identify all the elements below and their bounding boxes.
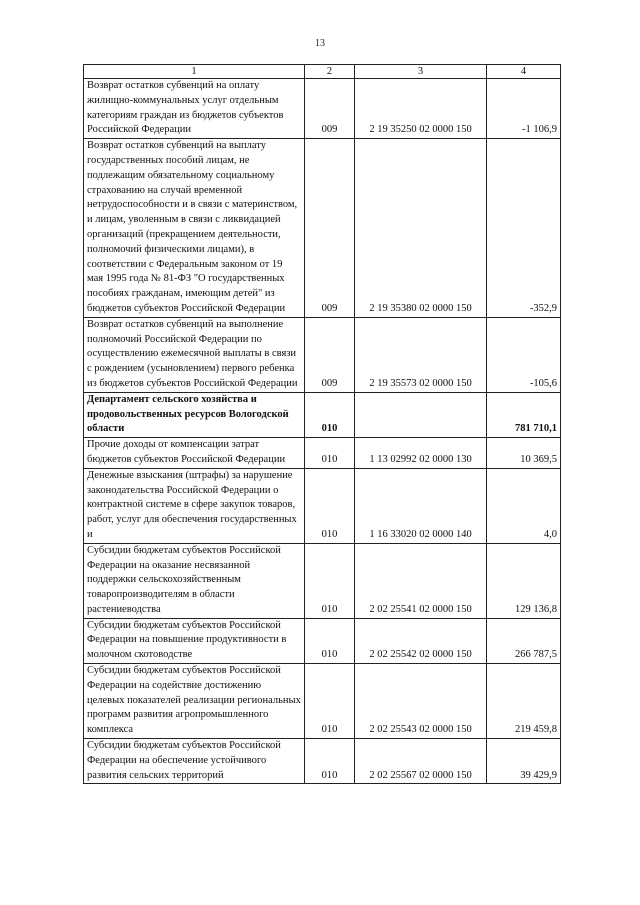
row-budget-code-cell: 2 02 25543 02 0000 150 [355, 664, 487, 739]
row-admin-code-cell: 010 [305, 438, 355, 469]
table-row [84, 664, 561, 739]
column-header-4: 4 [487, 65, 561, 79]
row-admin-code-cell: 009 [305, 317, 355, 392]
row-admin-code-cell: 010 [305, 664, 355, 739]
row-budget-code-cell: 2 02 25541 02 0000 150 [355, 543, 487, 618]
row-budget-code-cell: 2 02 25567 02 0000 150 [355, 739, 487, 784]
row-name-cell: Возврат остатков субвенций на выполнение полномочий Российской Федерации по осуществлению ежемесячной выплаты в связи с рождением (усыновлением) первого ребенка из бюджетов субъектов Российской Федерации [84, 317, 305, 392]
column-header-1: 1 [84, 65, 305, 79]
row-budget-code-cell: 1 13 02992 02 0000 130 [355, 438, 487, 469]
table-row [84, 139, 561, 318]
row-name-cell: Субсидии бюджетам субъектов Российской Федерации на повышение продуктивности в молочном скотоводстве [84, 618, 305, 663]
table-row [84, 739, 561, 784]
row-amount-cell: -1 106,9 [487, 79, 561, 139]
row-amount-cell: 219 459,8 [487, 664, 561, 739]
column-header-2: 2 [305, 65, 355, 79]
row-budget-code-cell: 2 02 25542 02 0000 150 [355, 618, 487, 663]
row-budget-code-cell: 2 19 35250 02 0000 150 [355, 79, 487, 139]
row-budget-code-cell: 1 16 33020 02 0000 140 [355, 468, 487, 543]
table-header-row [84, 65, 561, 79]
row-name-cell: Возврат остатков субвенций на выплату государственных пособий лицам, не подлежащим обязательному социальному страхованию на случай временной нетрудоспособности и в связи с материнством, и лицам, уволенным в связи с ликвидацией организаций (прекращением деятельности, полномочий физическими лицами), в соответствии с Федеральным законом от 19 мая 1995 года № 81-ФЗ "О государственных пособиях гражданам, имеющим детей" из бюджетов субъектов Российской Федерации [84, 139, 305, 318]
table-row [84, 543, 561, 618]
row-name-cell: Субсидии бюджетам субъектов Российской Федерации на обеспечение устойчивого развития сельских территорий [84, 739, 305, 784]
row-name-cell: Департамент сельского хозяйства и продовольственных ресурсов Вологодской области [84, 392, 305, 437]
row-admin-code-cell: 010 [305, 739, 355, 784]
row-budget-code-cell [355, 392, 487, 437]
page-number: 13 [315, 38, 325, 49]
row-amount-cell: 781 710,1 [487, 392, 561, 437]
row-name-cell: Субсидии бюджетам субъектов Российской Федерации на оказание несвязанной поддержки сельскохозяйственным товаропроизводителям в области растениеводства [84, 543, 305, 618]
table-row [84, 618, 561, 663]
row-admin-code-cell: 010 [305, 392, 355, 437]
row-name-cell: Возврат остатков субвенций на оплату жилищно-коммунальных услуг отдельным категориям граждан из бюджетов субъектов Российской Федерации [84, 79, 305, 139]
row-name-cell: Денежные взыскания (штрафы) за нарушение законодательства Российской Федерации о контрактной системе в сфере закупок товаров, работ, услуг для обеспечения государственных и [84, 468, 305, 543]
row-amount-cell: -105,6 [487, 317, 561, 392]
table-body [84, 79, 561, 784]
row-amount-cell: 10 369,5 [487, 438, 561, 469]
table-row [84, 392, 561, 437]
row-name-cell: Субсидии бюджетам субъектов Российской Федерации на содействие достижению целевых показателей реализации региональных программ развития агропромышленного комплекса [84, 664, 305, 739]
table-row [84, 438, 561, 469]
row-amount-cell: 39 429,9 [487, 739, 561, 784]
table-row [84, 468, 561, 543]
row-amount-cell: 129 136,8 [487, 543, 561, 618]
row-amount-cell: 4,0 [487, 468, 561, 543]
row-amount-cell: -352,9 [487, 139, 561, 318]
row-admin-code-cell: 010 [305, 618, 355, 663]
row-admin-code-cell: 010 [305, 468, 355, 543]
budget-revenue-table [83, 64, 561, 784]
row-name-cell: Прочие доходы от компенсации затрат бюджетов субъектов Российской Федерации [84, 438, 305, 469]
column-header-3: 3 [355, 65, 487, 79]
row-budget-code-cell: 2 19 35573 02 0000 150 [355, 317, 487, 392]
row-admin-code-cell: 009 [305, 79, 355, 139]
table-row [84, 79, 561, 139]
row-amount-cell: 266 787,5 [487, 618, 561, 663]
row-budget-code-cell: 2 19 35380 02 0000 150 [355, 139, 487, 318]
table-row [84, 317, 561, 392]
row-admin-code-cell: 009 [305, 139, 355, 318]
row-admin-code-cell: 010 [305, 543, 355, 618]
